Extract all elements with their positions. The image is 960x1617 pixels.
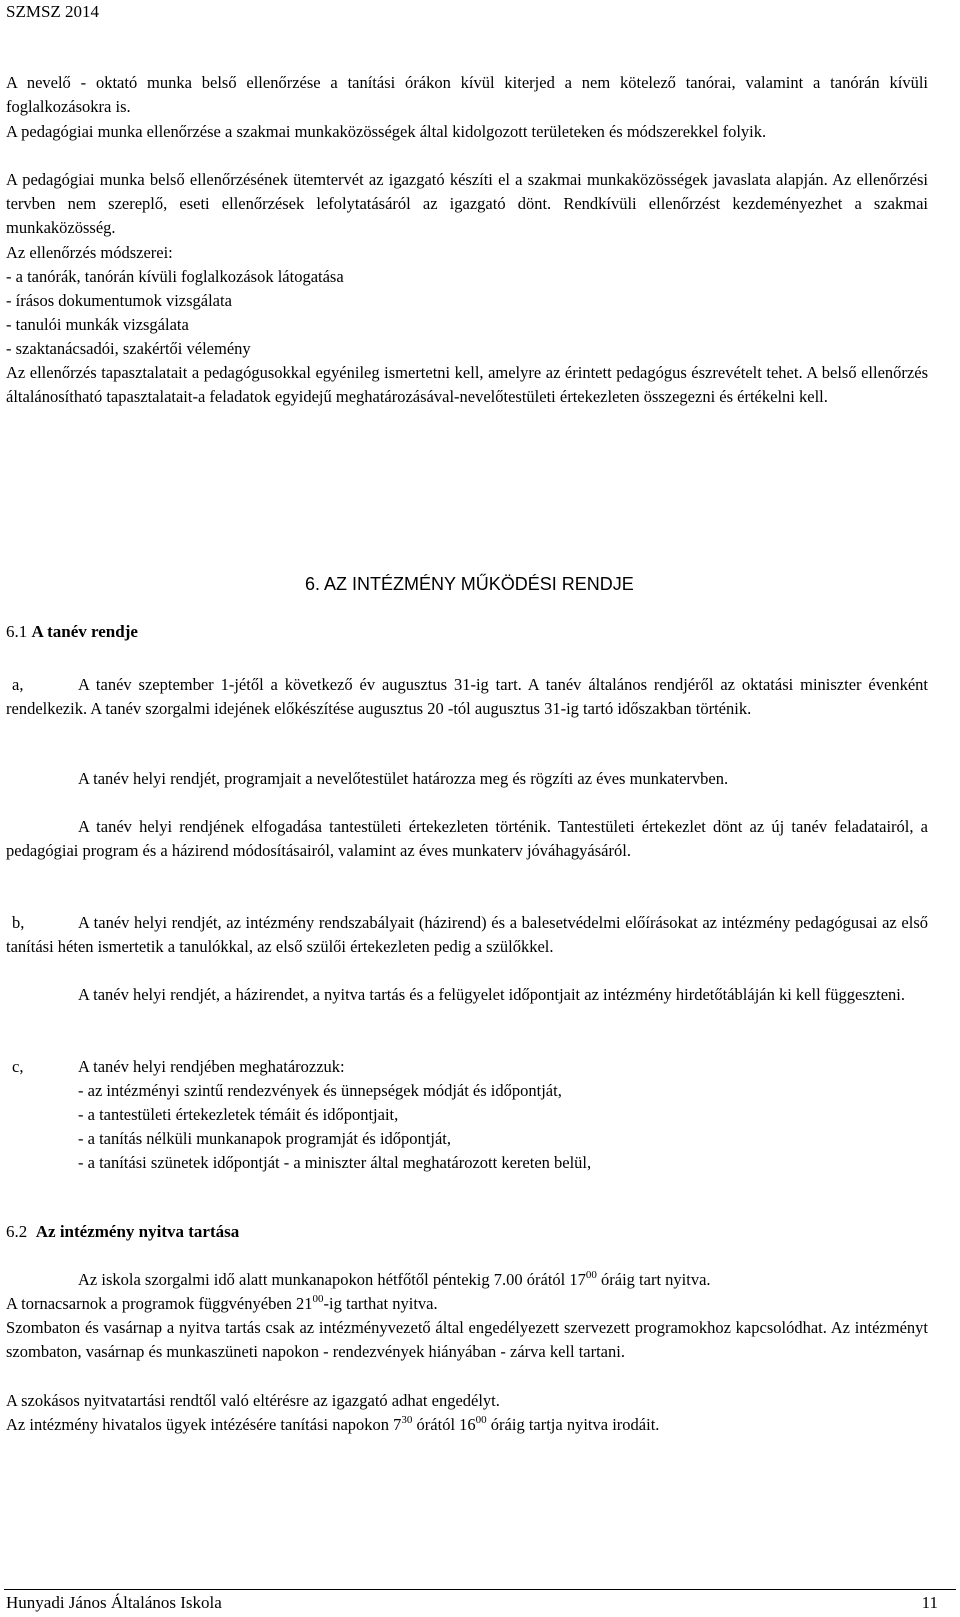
subsection-number: 6.2: [6, 1222, 28, 1241]
item-a: [6, 673, 928, 721]
intro-paragraph-4: Az ellenőrzés tapasztalatait a pedagógusokkal egyénileg ismertetni kell, amelyre az érintett pedagógus észrevételt tehet. A belső ellenőrzés általánosítható tapasztalatait-a feladatok egyidejű meghatározásával-nevelőtestületi értekezleten összegezni és értékelni kell.: [6, 363, 928, 406]
subsection-title: A tanév rendje: [31, 622, 138, 641]
opening-line-2: A tornacsarnok a programok függvényében $21^{00}-ig$ tarthat nyitva.: [6, 1293, 438, 1313]
intro-paragraph-1: A nevelő - oktató munka belső ellenőrzése a tanítási órákon kívül kiterjed a nem kötelező tanórai, valamint a tanórán kívüli foglalkozásokra is.: [6, 73, 928, 116]
item-c-list-item: - az intézményi szintű rendezvények és ünnepségek módját és időpontját,: [78, 1081, 562, 1100]
item-b: [6, 911, 928, 959]
item-a-label: a,: [12, 675, 24, 694]
item-c-list-item: - a tanítás nélküli munkanapok programját és időpontját,: [78, 1129, 451, 1148]
opening-hours: [6, 1268, 928, 1316]
subsection-number: 6.1: [6, 622, 28, 641]
opening-line-1: Az iskola szorgalmi idő alatt munkanapokon hétfőtől péntekig 7.00 órától $17^{00}$ óráig tart nyitva.: [78, 1269, 711, 1289]
item-a-paragraph-3: A tanév helyi rendjének elfogadása tantestületi értekezleten történik. Tantestületi értekezlet dönt az új tanév feladatairól, a pedagógiai program és a házirend módosításairól, valamint az éves munkaterv jóváhagyásáról.: [6, 817, 928, 860]
opening-paragraph-4: A szokásos nyitvatartási rendtől való eltérésre az igazgató adhat engedélyt.: [6, 1391, 500, 1410]
subsection-heading-6-2: [6, 1222, 239, 1242]
intro-paragraph-3: A pedagógiai munka belső ellenőrzésének ütemtervét az igazgató készíti el a szakmai munkaközösségek javaslata alapján. Az ellenőrzési tervben nem szereplő, eseti ellenőrzések lefolytatásáról az igazgató dönt. Rendkívüli ellenőrzést kezdeményezhet a szakmai munkaközösség.: [6, 170, 928, 237]
subsection-title: Az intézmény nyitva tartása: [35, 1222, 240, 1241]
item-c-list-item: - a tantestületi értekezletek témáit és időpontjait,: [78, 1105, 399, 1124]
opening-paragraph-3: Szombaton és vasárnap a nyitva tartás csak az intézményvezető által engedélyezett szervezett programokhoz kapcsolódhat. Az intézményt szombaton, vasárnap és munkaszüneti napokon - rendezvények hiányában - zárva kell tartani.: [6, 1318, 928, 1361]
intro-paragraph-2: A pedagógiai munka ellenőrzése a szakmai munkaközösségek által kidolgozott területeken és módszerekkel folyik.: [6, 122, 767, 141]
methods-item: - tanulói munkák vizsgálata: [6, 315, 189, 334]
item-c-label: c,: [12, 1057, 24, 1076]
methods-item: - a tanórák, tanórán kívüli foglalkozások látogatása: [6, 267, 344, 286]
methods-item: - írásos dokumentumok vizsgálata: [6, 291, 232, 310]
opening-paragraph-5: Az intézmény hivatalos ügyek intézésére tanítási napokon $7^{30}$ órától $16^{00}$ óráig tartja nyitva irodáit.: [6, 1414, 660, 1434]
footer-school-name: Hunyadi János Általános Iskola: [6, 1593, 222, 1612]
subsection-heading-6-1: [6, 622, 138, 642]
item-a-text: A tanév szeptember 1-jétől a következő év augusztus 31-ig tart. A tanév általános rendjéről az oktatási miniszter évenként rendelkezik. A tanév szorgalmi idejének előkészítése augusztus 20 -tól augusztus 31-ig tartó időszakban történik.: [6, 675, 928, 718]
document-header-title: SZMSZ 2014: [6, 2, 100, 21]
footer-divider: [4, 1589, 956, 1590]
item-b-text: A tanév helyi rendjét, az intézmény rendszabályait (házirend) és a balesetvédelmi előírásokat az intézmény pedagógusai az első tanítási héten ismertetik a tanulókkal, az első szülői értekezleten pedig a szülőkkel.: [6, 913, 928, 956]
item-b-paragraph-2: A tanév helyi rendjét, a házirendet, a nyitva tartás és a felügyelet időpontjait az intézmény hirdetőtábláján ki kell függeszteni.: [78, 985, 905, 1004]
item-c-list-item: - a tanítási szünetek időpontját - a miniszter által meghatározott kereten belül,: [78, 1153, 592, 1172]
methods-title: Az ellenőrzés módszerei:: [6, 243, 173, 262]
item-a-paragraph-2: A tanév helyi rendjét, programjait a nevelőtestület határozza meg és rögzíti az éves munkatervben.: [78, 769, 729, 788]
page-number: 11: [921, 1593, 938, 1612]
section-title: 6. AZ INTÉZMÉNY MŰKÖDÉSI RENDJE: [305, 574, 634, 594]
methods-list: [6, 241, 928, 361]
item-b-label: b,: [12, 913, 25, 932]
item-c-title: A tanév helyi rendjében meghatározzuk:: [78, 1057, 345, 1076]
item-c: [6, 1055, 928, 1175]
methods-item: - szaktanácsadói, szakértői vélemény: [6, 339, 251, 358]
